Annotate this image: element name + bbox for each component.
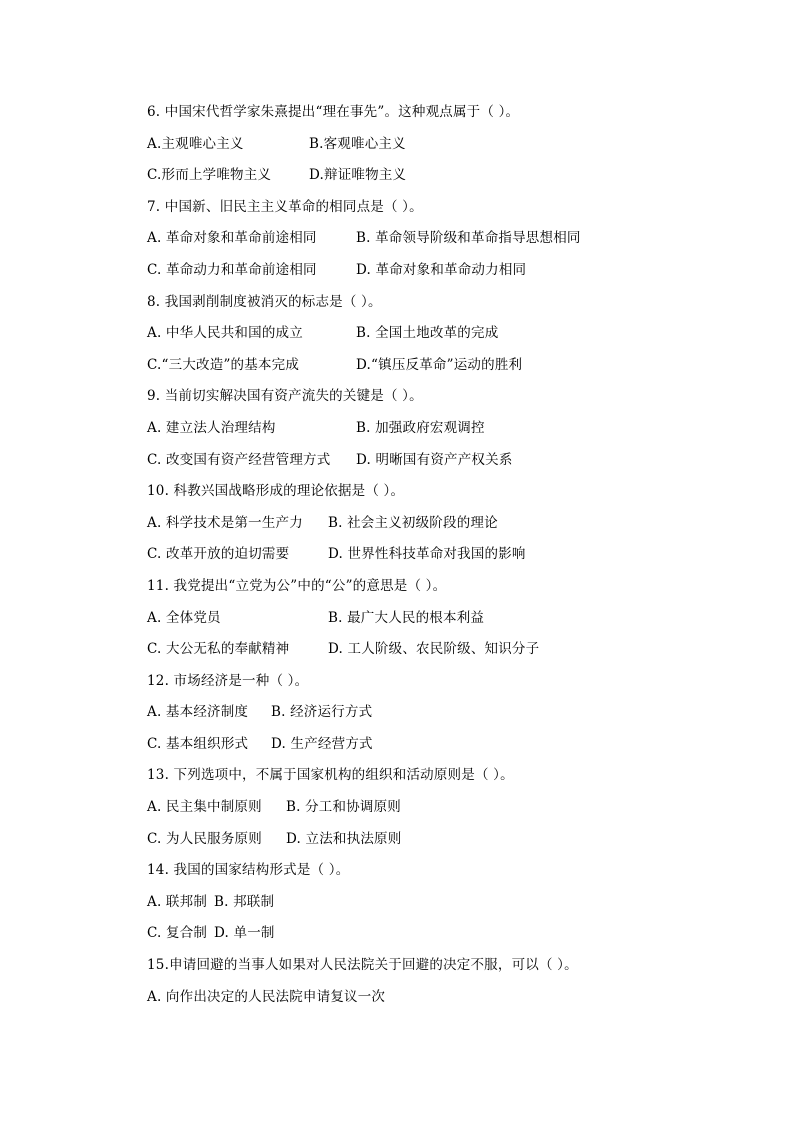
option-a: A. 建立法人治理结构	[147, 419, 276, 436]
option-row	[147, 607, 667, 639]
option-b: B. 邦联制	[214, 893, 275, 910]
option-c: C. 为人民服务原则	[147, 830, 262, 847]
option-row	[147, 638, 667, 670]
option-d: D. 立法和执法原则	[286, 830, 402, 847]
option-c: C. 改革开放的迫切需要	[147, 546, 290, 563]
option-c: C. 复合制	[147, 925, 208, 942]
option-row	[147, 164, 667, 196]
question-stem-6: 6. 中国宋代哲学家朱熹提出“理在事先”。这种观点属于（ ）。	[147, 104, 520, 120]
question-stem-9: 9. 当前切实解决国有资产流失的关键是（ ）。	[147, 388, 423, 405]
option-d: D. 单一制	[214, 925, 275, 942]
option-b: B. 全国土地改革的完成	[356, 325, 499, 342]
option-row	[147, 922, 667, 954]
option-row	[147, 354, 667, 386]
option-a: A. 中华人民共和国的成立	[147, 325, 303, 342]
question-stem-10: 10. 科教兴国战略形成的理论依据是（ ）。	[147, 483, 405, 500]
option-row	[147, 322, 667, 354]
option-d: D.“镇压反革命”运动的胜利	[356, 356, 523, 373]
option-b: B. 革命领导阶级和革命指导思想相同	[356, 230, 581, 247]
question-list	[147, 101, 667, 1017]
option-c: C. 基本组织形式	[147, 735, 249, 752]
option-a: A. 革命对象和革命前途相同	[147, 230, 317, 247]
option-row	[147, 543, 667, 575]
option-b: B. 社会主义初级阶段的理论	[328, 514, 498, 531]
option-row	[147, 701, 667, 733]
option-row	[147, 259, 667, 291]
option-row	[147, 512, 667, 544]
option-d: D. 工人阶级、农民阶级、知识分子	[328, 641, 540, 658]
option-d: D. 生产经营方式	[271, 735, 373, 752]
option-c: C.“三大改造”的基本完成	[147, 356, 300, 373]
option-a: A. 联邦制	[147, 893, 208, 910]
question-stem-7: 7. 中国新、旧民主主义革命的相同点是（ ）。	[147, 198, 423, 215]
option-a: A. 基本经济制度	[147, 704, 249, 721]
option-row	[147, 227, 667, 259]
option-row	[147, 891, 667, 923]
option-row	[147, 449, 667, 481]
question-stem-8: 8. 我国剥削制度被消灭的标志是（ ）。	[147, 293, 382, 310]
option-c: C.形而上学唯物主义	[147, 167, 272, 184]
question-stem-14: 14. 我国的国家结构形式是（ ）。	[147, 862, 350, 879]
option-c: C. 大公无私的奉献精神	[147, 641, 290, 658]
option-a: A.主观唯心主义	[147, 135, 244, 152]
option-row	[147, 417, 667, 449]
option-b: B. 加强政府宏观调控	[356, 419, 485, 436]
question-stem-15: 15.申请回避的当事人如果对人民法院关于回避的决定不服，可以（ ）。	[147, 957, 578, 974]
question-stem-11: 11. 我党提出“立党为公”中的“公”的意思是（ ）。	[147, 577, 447, 594]
option-row	[147, 133, 667, 165]
option-a: A. 向作出决定的人民法院申请复议一次	[147, 988, 386, 1005]
option-b: B. 最广大人民的根本利益	[328, 609, 485, 626]
option-row	[147, 733, 667, 765]
option-b: B. 经济运行方式	[271, 704, 373, 721]
option-d: D. 革命对象和革命动力相同	[356, 261, 527, 278]
option-a: A. 民主集中制原则	[147, 799, 262, 816]
option-c: C. 革命动力和革命前途相同	[147, 261, 317, 278]
question-stem-13: 13. 下列选项中，不属于国家机构的组织和活动原则是（ ）。	[147, 767, 514, 784]
option-c: C. 改变国有资产经营管理方式	[147, 451, 331, 468]
option-row	[147, 986, 667, 1018]
question-stem-12: 12. 市场经济是一种（ ）。	[147, 672, 309, 689]
option-row	[147, 796, 667, 828]
option-b: B.客观唯心主义	[309, 135, 406, 152]
option-row	[147, 828, 667, 860]
option-a: A. 全体党员	[147, 609, 221, 626]
option-d: D. 明晰国有资产产权关系	[356, 451, 513, 468]
option-a: A. 科学技术是第一生产力	[147, 514, 303, 531]
option-b: B. 分工和协调原则	[286, 799, 402, 816]
option-d: D. 世界性科技革命对我国的影响	[328, 546, 526, 563]
option-d: D.辩证唯物主义	[309, 167, 407, 184]
